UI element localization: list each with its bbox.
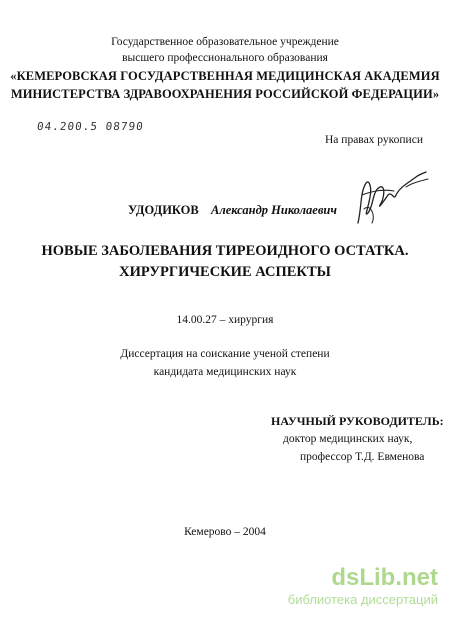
ministry-name: МИНИСТЕРСТВА ЗДРАВООХРАНЕНИЯ РОССИЙСКОЙ ФЕДЕРАЦИИ» — [10, 87, 440, 101]
specialty-code: 14.00.27 – хирургия — [176, 314, 274, 326]
supervisor-heading: НАУЧНЫЙ РУКОВОДИТЕЛЬ: — [271, 414, 444, 428]
watermark-subtitle: библиотека диссертаций — [287, 592, 438, 607]
supervisor-degree: доктор медицинских наук, — [283, 433, 413, 445]
library-stamp-number: 04.200.5 08790 — [36, 120, 145, 133]
degree-line1: Диссертация на соискание ученой степени — [120, 348, 330, 360]
author-surname: УДОДИКОВ — [128, 203, 199, 217]
dissertation-title-line2: ХИРУРГИЧЕСКИЕ АСПЕКТЫ — [119, 264, 331, 280]
watermark-logo: dsLib.net — [331, 564, 438, 591]
author-given-names: Александр Николаевич — [211, 203, 337, 217]
institution-name: «КЕМЕРОВСКАЯ ГОСУДАРСТВЕННАЯ МЕДИЦИНСКАЯ АКАДЕМИЯ — [10, 69, 440, 83]
manuscript-note: На правах рукописи — [325, 134, 423, 146]
institution-type: Государственное образовательное учреждение — [111, 36, 339, 48]
handwritten-signature — [350, 165, 430, 235]
watermark — [288, 566, 438, 608]
institution-level: высшего профессионального образования — [122, 52, 328, 64]
supervisor-name: профессор Т.Д. Евменова — [300, 451, 425, 463]
dissertation-title-line1: НОВЫЕ ЗАБОЛЕВАНИЯ ТИРЕОИДНОГО ОСТАТКА. — [41, 243, 409, 259]
city-year: Кемерово – 2004 — [184, 526, 266, 538]
degree-line2: кандидата медицинских наук — [153, 366, 297, 378]
